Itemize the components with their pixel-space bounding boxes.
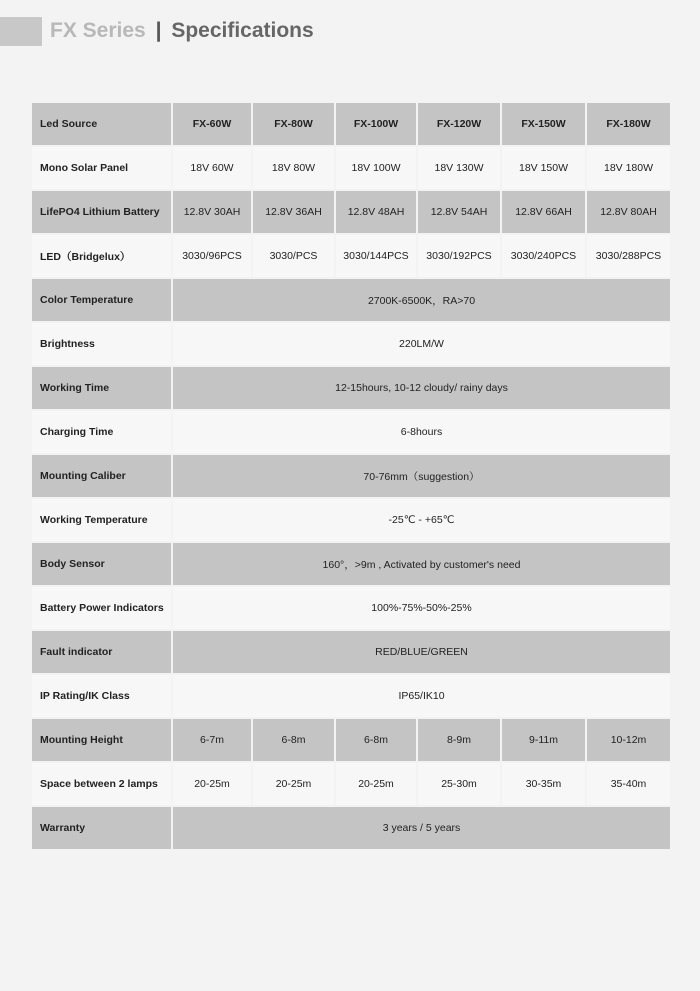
table-row [31, 234, 671, 278]
row-label-cell: Mounting Height [31, 718, 172, 762]
model-header-cell: FX-180W [586, 102, 671, 146]
value-cell: 3030/240PCS [501, 234, 586, 278]
value-cell: 3030/96PCS [172, 234, 252, 278]
merged-value-cell: -25℃ - +65℃ [172, 498, 671, 542]
row-label-cell: Body Sensor [31, 542, 172, 586]
value-cell: 3030/144PCS [335, 234, 417, 278]
table-row [31, 322, 671, 366]
value-cell: 6-7m [172, 718, 252, 762]
value-cell: 18V 180W [586, 146, 671, 190]
merged-value-cell: 6-8hours [172, 410, 671, 454]
value-cell: 12.8V 48AH [335, 190, 417, 234]
table-header-row [31, 102, 671, 146]
table-row [31, 718, 671, 762]
row-label-cell: LED（Bridgelux） [31, 234, 172, 278]
value-cell: 18V 100W [335, 146, 417, 190]
value-cell: 12.8V 54AH [417, 190, 501, 234]
table-row [31, 146, 671, 190]
row-label-cell: Working Time [31, 366, 172, 410]
page-title [50, 16, 314, 46]
model-header-cell: FX-80W [252, 102, 335, 146]
row-label-cell: Color Temperature [31, 278, 172, 322]
value-cell: 20-25m [252, 762, 335, 806]
table-row [31, 410, 671, 454]
header-accent-block [0, 17, 42, 46]
merged-value-cell: RED/BLUE/GREEN [172, 630, 671, 674]
row-label-cell: Brightness [31, 322, 172, 366]
value-cell: 18V 130W [417, 146, 501, 190]
value-cell: 12.8V 30AH [172, 190, 252, 234]
row-label-cell: LifePO4 Lithium Battery [31, 190, 172, 234]
table-row [31, 806, 671, 850]
table-row [31, 762, 671, 806]
row-label-cell: IP Rating/IK Class [31, 674, 172, 718]
table-row [31, 454, 671, 498]
value-cell: 18V 80W [252, 146, 335, 190]
model-header-cell: FX-150W [501, 102, 586, 146]
row-label-cell: Mono Solar Panel [31, 146, 172, 190]
table-row [31, 278, 671, 322]
value-cell: 9-11m [501, 718, 586, 762]
merged-value-cell: 2700K-6500K，RA>70 [172, 278, 671, 322]
value-cell: 12.8V 80AH [586, 190, 671, 234]
model-header-cell: FX-120W [417, 102, 501, 146]
merged-value-cell: IP65/IK10 [172, 674, 671, 718]
merged-value-cell: 12-15hours, 10-12 cloudy/ rainy days [172, 366, 671, 410]
value-cell: 3030/PCS [252, 234, 335, 278]
row-label-cell: Charging Time [31, 410, 172, 454]
title-text: Specifications [171, 19, 314, 42]
model-header-cell: FX-60W [172, 102, 252, 146]
value-cell: 18V 150W [501, 146, 586, 190]
table-row [31, 630, 671, 674]
table-row [31, 542, 671, 586]
value-cell: 18V 60W [172, 146, 252, 190]
table-row [31, 586, 671, 630]
row-label-cell: Warranty [31, 806, 172, 850]
value-cell: 12.8V 36AH [252, 190, 335, 234]
merged-value-cell: 70-76mm（suggestion） [172, 454, 671, 498]
value-cell: 3030/192PCS [417, 234, 501, 278]
value-cell: 6-8m [335, 718, 417, 762]
table-row [31, 190, 671, 234]
table-row [31, 498, 671, 542]
value-cell: 30-35m [501, 762, 586, 806]
value-cell: 12.8V 66AH [501, 190, 586, 234]
row-label-cell: Space between 2 lamps [31, 762, 172, 806]
row-label-cell: Mounting Caliber [31, 454, 172, 498]
value-cell: 25-30m [417, 762, 501, 806]
table-row [31, 674, 671, 718]
value-cell: 6-8m [252, 718, 335, 762]
header-label-cell: Led Source [31, 102, 172, 146]
series-name: FX Series [50, 19, 146, 42]
value-cell: 3030/288PCS [586, 234, 671, 278]
table-row [31, 366, 671, 410]
merged-value-cell: 100%-75%-50%-25% [172, 586, 671, 630]
value-cell: 20-25m [335, 762, 417, 806]
row-label-cell: Fault indicator [31, 630, 172, 674]
row-label-cell: Working Temperature [31, 498, 172, 542]
specifications-table [30, 101, 672, 851]
value-cell: 8-9m [417, 718, 501, 762]
value-cell: 10-12m [586, 718, 671, 762]
title-separator: | [155, 19, 162, 42]
value-cell: 35-40m [586, 762, 671, 806]
model-header-cell: FX-100W [335, 102, 417, 146]
value-cell: 20-25m [172, 762, 252, 806]
row-label-cell: Battery Power Indicators [31, 586, 172, 630]
merged-value-cell: 220LM/W [172, 322, 671, 366]
merged-value-cell: 3 years / 5 years [172, 806, 671, 850]
merged-value-cell: 160°，>9m , Activated by customer's need [172, 542, 671, 586]
